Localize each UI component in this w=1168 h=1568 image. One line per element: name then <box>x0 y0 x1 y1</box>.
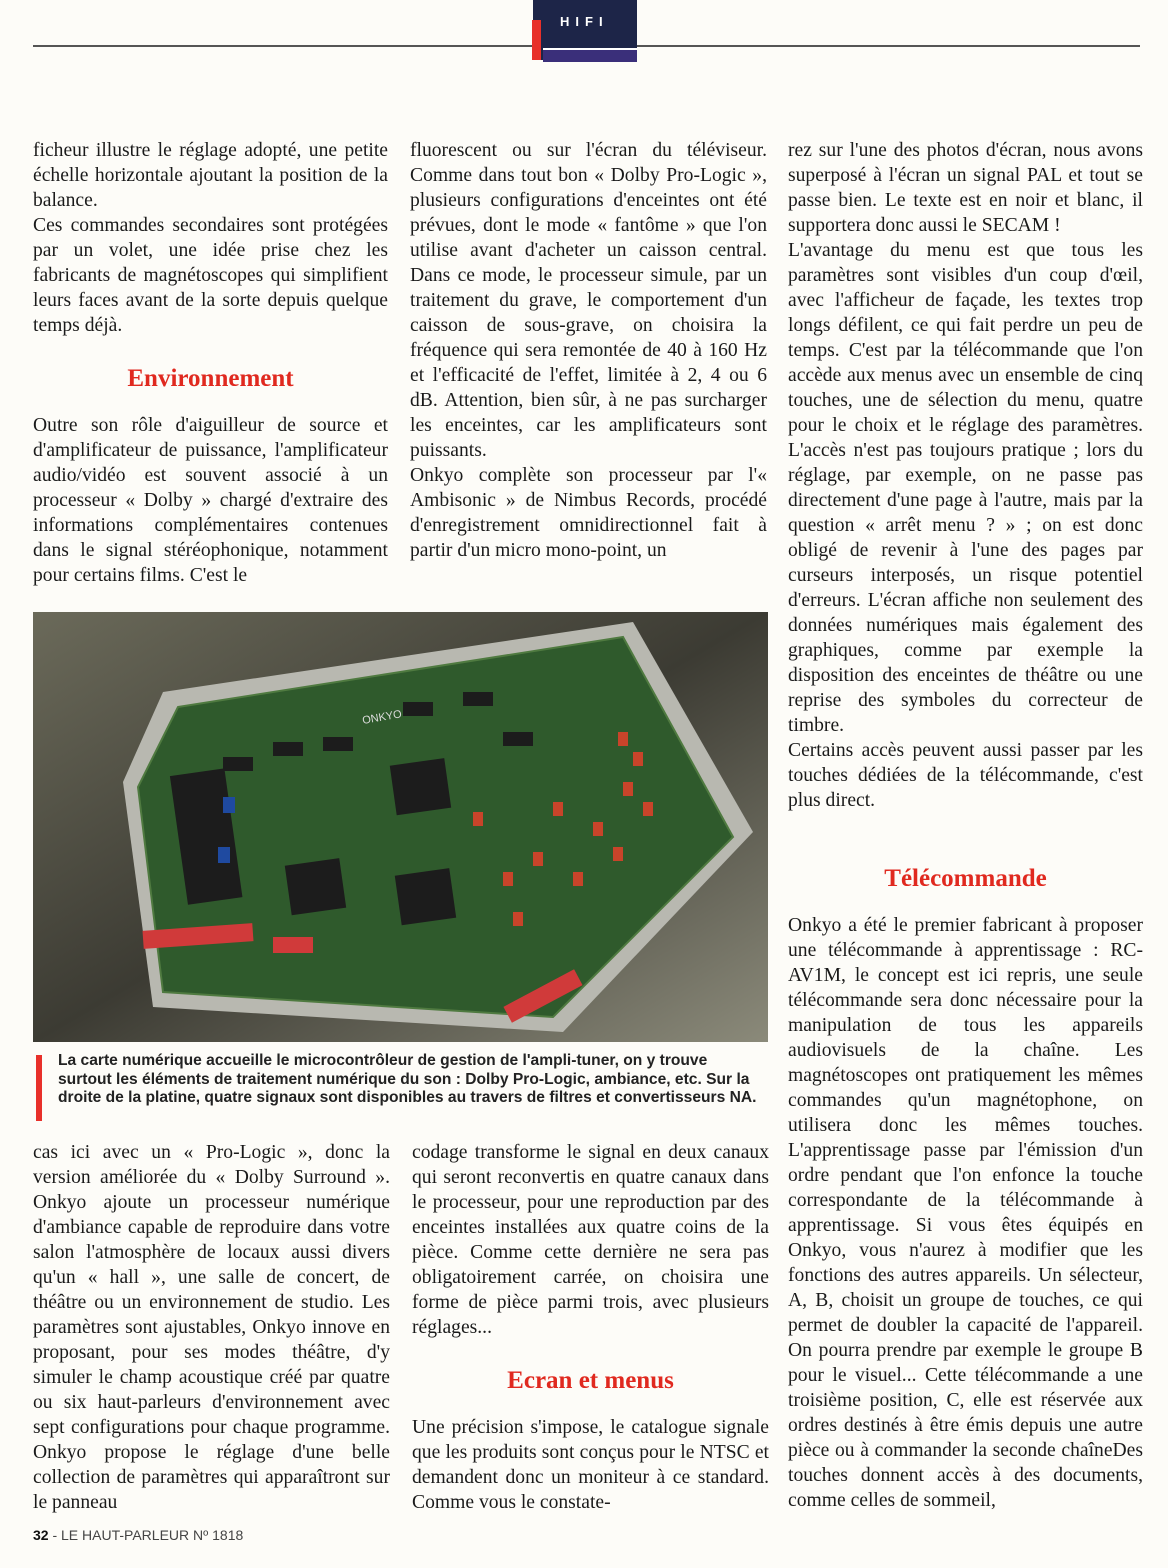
paragraph: L'avantage du menu est que tous les paramètres sont visibles d'un coup d'œil, avec l'afficheur de façade, les textes trop longs défilent, ce qui fait perdre un peu de temps. C'est par la télécommande que l'on accède aux menus avec un ensemble de cinq touches, une de sélection du menu, quatre pour le choix et le réglage des paramètres. L'accès n'est pas toujours pratique ; lors du réglage, par exemple, on ne passe pas directement d'une page à l'autre, mais par la question « arrêt menu ? » ; on est donc obligé de revenir à l'une des pages par curseurs interposés, un risque potentiel d'erreurs. L'écran affiche non seulement des données numériques mais également des graphiques, comme par exemple la disposition des enceintes de théâtre ou une reprise des symboles du correcteur de timbre. <box>788 240 1143 736</box>
header-rule-right <box>637 45 1140 47</box>
paragraph: Une précision s'impose, le catalogue signale que les produits sont conçus pour le NTSC et demandent donc un moniteur à ce standard. Comme vous le constate- <box>412 1417 769 1513</box>
heading-telecommande: Télécommande <box>884 865 1047 892</box>
header-rule-left <box>33 45 533 47</box>
paragraph: codage transforme le signal en deux canaux qui seront reconvertis en quatre canaux dans le processeur, pour une reproduction par des enceintes installées aux quatre coins de la pièce. Comme cette dernière ne sera pas obligatoirement carrée, on choisira une forme de pièce parmi trois, avec plusieurs réglages... <box>412 1142 769 1338</box>
circuit-board-photo <box>33 612 768 1042</box>
column-1-bottom <box>33 1140 390 1515</box>
column-1-top <box>33 138 388 338</box>
board-label: ONKYO <box>361 708 403 727</box>
publication-name: - LE HAUT-PARLEUR Nº 1818 <box>48 1527 244 1543</box>
paragraph: Certains accès peuvent aussi passer par les touches dédiées de la télécommande, c'est plus direct. <box>788 740 1143 811</box>
pcb-illustration <box>33 612 768 1042</box>
heading-ecran-et-menus: Ecran et menus <box>507 1367 674 1394</box>
column-1-mid <box>33 413 388 588</box>
column-3-bottom <box>788 913 1143 1513</box>
caption-accent-bar <box>36 1055 42 1121</box>
paragraph: Onkyo complète son processeur par l'« Ambisonic » de Nimbus Records, procédé d'enregistrement omnidirectionnel fait à partir d'un micro mono-point, un <box>410 465 767 561</box>
photo-caption: La carte numérique accueille le microcontrôleur de gestion de l'ampli-tuner, on y trouve surtout les éléments de traitement numérique du son : Dolby Pro-Logic, ambiance, etc. Sur la droite de la platine, quatre signaux sont disponibles au travers de filtres et convertisseurs NA. <box>58 1052 757 1106</box>
paragraph: Outre son rôle d'aiguilleur de source et d'amplificateur de puissance, l'amplificateur audio/vidéo est souvent associé à un processeur « Dolby » chargé d'extraire des informations complémentaires contenues dans le signal stéréophonique, notamment pour certains films. C'est le <box>33 415 388 586</box>
column-2-top <box>410 138 767 563</box>
column-3-top <box>788 138 1143 813</box>
paragraph: ficheur illustre le réglage adopté, une petite échelle horizontale ajoutant la position de la balance. <box>33 140 388 211</box>
paragraph: Onkyo a été le premier fabricant à proposer une télécommande à apprentissage : RC-AV1M, le concept est ici repris, une seule télécommande sera donc nécessaire pour la manipulation de tous les appareils audiovisuels de la chaîne. Les magnétoscopes ont pratiquement les mêmes commandes qu'un magnétophone, on utilisera donc les mêmes touches. L'apprentissage passe par l'émission d'un ordre pendant que l'on enfonce la touche correspondante de la télécommande à apprentissage. Si vous êtes équipés en Onkyo, vous n'aurez à modifier que les fonctions des autres appareils. Un sélecteur, A, B, choisit un groupe de touches, ce qui permet de doubler la capacité de l'appareil. On pourra prendre par exemple le groupe B pour le visuel... Cette télécommande a une troisième position, C, elle est réservée aux ordres destinés à être émis depuis une autre pièce ou à commander la seconde chaîneDes touches donnent accès à des documents, comme celles de sommeil, <box>788 915 1143 1511</box>
heading-environnement: Environnement <box>127 365 294 392</box>
column-2-bottom <box>412 1140 769 1340</box>
paragraph: fluorescent ou sur l'écran du téléviseur. Comme dans tout bon « Dolby Pro-Logic », plusieurs configurations d'enceintes ont été prévues, dont le mode « fantôme » que l'on utilise avant d'acheter un caisson central. Dans ce mode, le processeur simule, par un traitement du grave, le comportement d'un caisson de sous-grave, on choisira la fréquence qui sera remontée de 40 à 160 Hz et l'efficacité de l'effet, limitée à 2, 4 ou 6 dB. Attention, bien sûr, à ne pas surcharger les enceintes, car les amplificateurs sont puissants. <box>410 140 767 461</box>
section-label: HIFI <box>560 14 609 29</box>
page-footer <box>33 1527 243 1543</box>
page-number: 32 <box>33 1527 49 1543</box>
column-2-end <box>412 1415 769 1515</box>
paragraph: cas ici avec un « Pro-Logic », donc la version améliorée du « Dolby Surround ». Onkyo ajoute un processeur numérique d'ambiance capable de reproduire dans votre salon l'atmosphère de locaux aussi divers qu'un « hall », une salle de concert, de théâtre ou un environnement de studio. Les paramètres sont ajustables, Onkyo innove en proposant, pour ses modes théâtre, d'y simuler le champ acoustique créé par quatre ou six haut-parleurs d'environnement avec sept configurations pour chaque programme. Onkyo propose le réglage d'une belle collection de paramètres qui apparaîtront sur le panneau <box>33 1142 390 1513</box>
paragraph: rez sur l'une des photos d'écran, nous avons superposé à l'écran un signal PAL et tout se passe bien. Le texte est en noir et blanc, il supportera donc aussi le SECAM ! <box>788 140 1143 236</box>
paragraph: Ces commandes secondaires sont protégées par un volet, une idée prise chez les fabricants de magnétoscopes qui simplifient leurs faces avant de la sorte depuis quelque temps déjà. <box>33 215 388 336</box>
